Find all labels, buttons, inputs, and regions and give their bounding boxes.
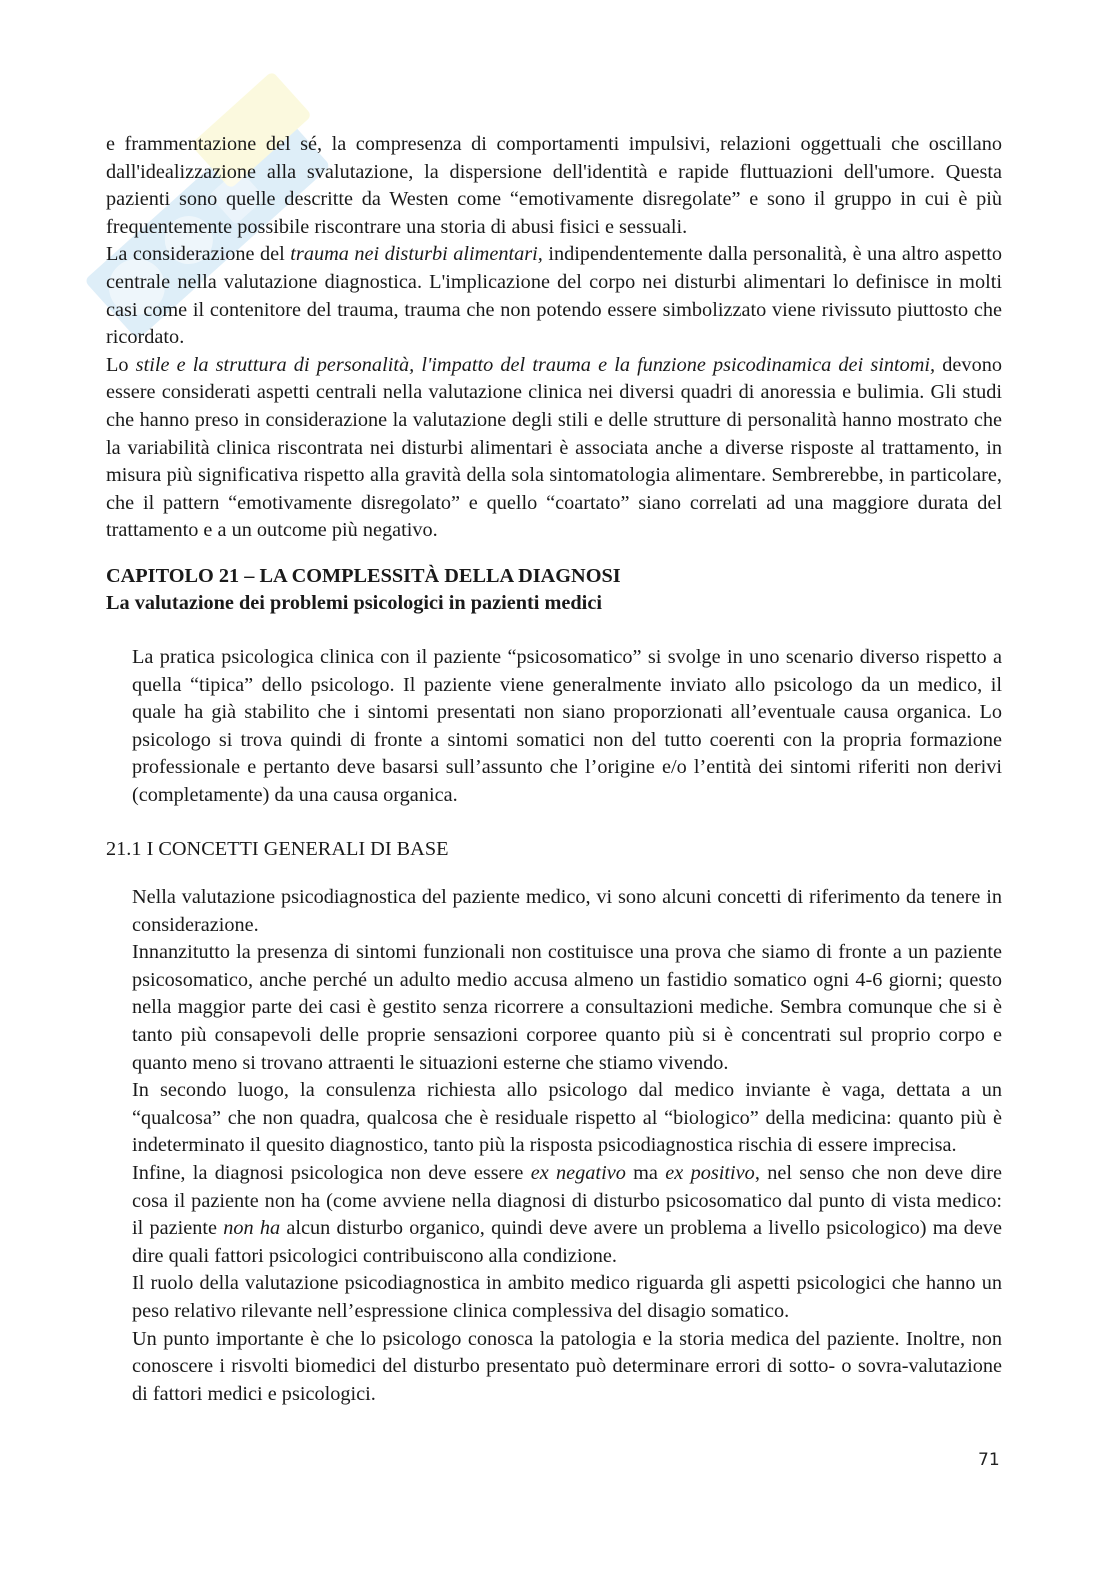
paragraph-trauma: La considerazione del trauma nei disturbi alimentari, indipendentemente dalla personalità, è una altro aspetto centrale nella valutazione diagnostica. L'implicazione del corpo nei disturbi alimentari lo definisce in molti casi come il contenitore del trauma, trauma che non potendo essere simbolizzato viene rivissuto piuttosto che ricordato. (106, 243, 1002, 349)
paragraph-role: Il ruolo della valutazione psicodiagnostica in ambito medico riguarda gli aspetti psicologici che hanno un peso relativo rilevante nell’espressione clinica complessiva del disagio somatico. (132, 1272, 1002, 1322)
paragraph-consultation: In secondo luogo, la consulenza richiesta allo psicologo dal medico inviante è vaga, dettata a un “qualcosa” che non quadra, qualcosa che è residuale rispetto al “biologico” della medicina: quanto più è indeterminato il quesito diagnostico, tanto più la risposta psicodiagnostica rischia di essere imprecisa. (132, 1079, 1002, 1157)
paragraph-functional-symptoms: Innanzitutto la presenza di sintomi funzionali non costituisce una prova che siamo di fronte a un paziente psicosomatico, anche perché un adulto medio accusa almeno un fastidio somatico ogni 4-6 giorni; questo nella maggior parte dei casi è gestito senza ricorrere a consultazioni mediche. Sembra comunque che si è tanto più consapevoli delle proprie sensazioni corporee quanto più si è concentrati sul proprio corpo e quanto meno si trovano attraenti le situazioni esterne che stiamo vivendo. (132, 941, 1002, 1074)
paragraph-intro: La pratica psicologica clinica con il paziente “psicosomatico” si svolge in uno scenario diverso rispetto a quella “tipica” dello psicologo. Il paziente viene generalmente inviato allo psicologo da un medico, il quale ha già stabilito che i sintomi presentati non siano proporzionati all’eventuale causa organica. Lo psicologo si trova quindi di fronte a sintomi somatici non del tutto coerenti con la propria formazione professionale e pertanto deve basarsi sull’assunto che l’origine e/o l’entità dei sintomi riferiti non derivi (completamente) da una causa organica. (132, 645, 1002, 806)
chapter-title: CAPITOLO 21 – LA COMPLESSITÀ DELLA DIAGNOSI (106, 564, 621, 587)
emphasis-non-ha: non ha (223, 1217, 281, 1240)
paragraph-diagnosis: Infine, la diagnosi psicologica non deve essere ex negativo ma ex positivo, nel senso che non deve dire cosa il paziente non ha (come avviene nella diagnosi di disturbo psicosomatico dal punto di vista medico: il paziente non ha alcun disturbo organico, quindi deve avere un problema a livello psicologico) ma deve dire quali fattori psicologici contribuiscono alla condizione. (132, 1162, 1002, 1267)
emphasis-trauma: trauma nei disturbi alimentari, (290, 243, 543, 266)
chapter-subtitle: La valutazione dei problemi psicologici in pazienti medici (106, 591, 602, 614)
paragraph-concepts-intro: Nella valutazione psicodiagnostica del paziente medico, vi sono alcuni concetti di riferimento da tenere in considerazione. (132, 886, 1002, 936)
paragraph-personality-style: Lo stile e la struttura di personalità, l'impatto del trauma e la funzione psicodinamica dei sintomi, devono essere considerati aspetti centrali nella valutazione clinica nei diversi quadri di anoressia e bulimia. Gli studi che hanno preso in considerazione la valutazione degli stili e delle strutture di personalità hanno mostrato che la variabilità clinica riscontrata nei disturbi alimentari è associata anche a diverse risposte al trattamento, in misura più significativa rispetto alla gravità della sola sintomatologia alimentare. Sembrerebbe, in particolare, che il pattern “emotivamente disregolato” e quello “coartato” siano correlati ad una maggiore durata del trattamento e a un outcome più negativo. (106, 353, 1002, 542)
page-body (106, 131, 1002, 1408)
intro-block (106, 644, 1002, 810)
emphasis-personality: stile e la struttura di personalità, l'impatto del trauma e la funzione psicodinamica dei sintomi, (135, 353, 936, 376)
page-number: 71 (978, 1450, 1000, 1470)
paragraph-medical-history: Un punto importante è che lo psicologo conosca la patologia e la storia medica del paziente. Inoltre, non conoscere i risvolti biomedici del disturbo presentato può determinare errori di sotto- o sovra-valutazione di fattori medici e psicologici. (132, 1327, 1002, 1405)
section-heading: 21.1 I CONCETTI GENERALI DI BASE (106, 838, 449, 861)
paragraph-borderline-description: e frammentazione del sé, la compresenza di comportamenti impulsivi, relazioni oggettuali che oscillano dall'idealizzazione alla svalutazione, la dispersione dell'identità e rapide fluttuazioni dell'umore. Questa pazienti sono quelle descritte da Westen come “emotivamente disregolate” e sono il gruppo in cui è più frequentemente possibile riscontrare una storia di abusi fisici e sessuali. (106, 133, 1002, 238)
emphasis-ex-negativo: ex negativo (530, 1162, 626, 1184)
section-body (106, 884, 1002, 1408)
emphasis-ex-positivo: ex positivo (665, 1162, 755, 1184)
